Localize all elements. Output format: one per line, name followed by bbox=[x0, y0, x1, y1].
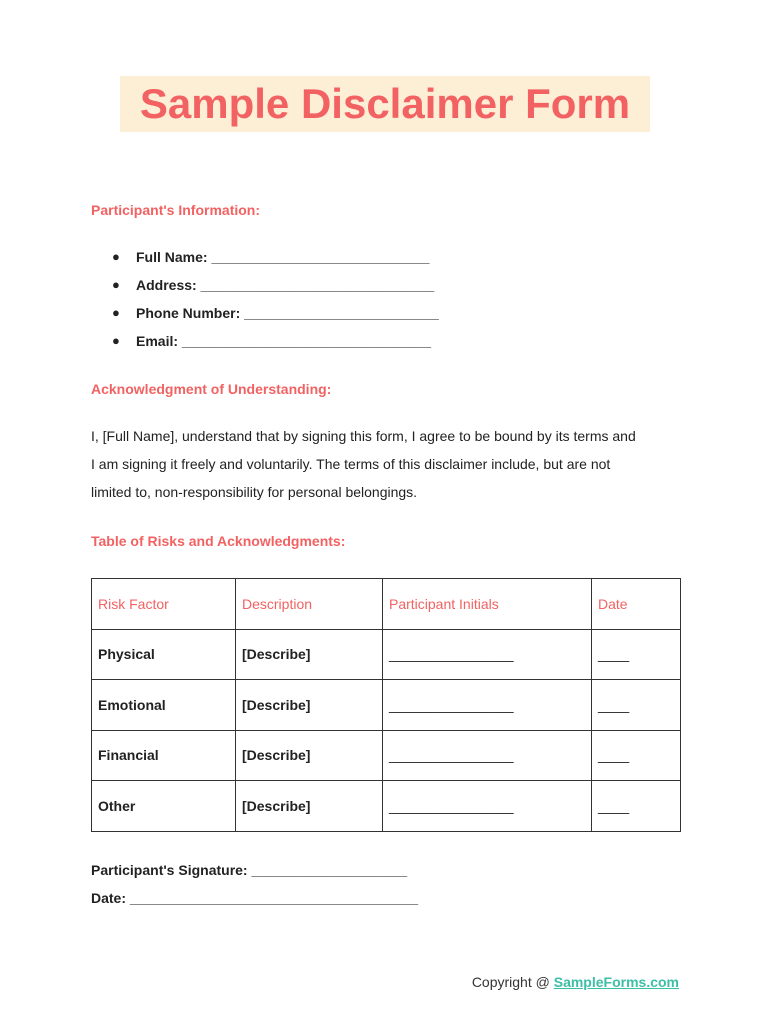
table-row bbox=[92, 781, 681, 832]
description-cell: [Describe] bbox=[236, 680, 383, 731]
bullet-icon: ● bbox=[112, 249, 120, 264]
date-cell: ____ bbox=[592, 680, 681, 731]
copyright-text: Copyright @ bbox=[471, 974, 554, 990]
risk-factor-cell: Other bbox=[92, 781, 236, 832]
description-cell: [Describe] bbox=[236, 629, 383, 680]
risk-factor-cell: Emotional bbox=[92, 680, 236, 731]
list-item bbox=[112, 248, 439, 276]
bullet-icon: ● bbox=[112, 333, 120, 348]
paragraph-line: I, [Full Name], understand that by signing this form, I agree to be bound by its terms and bbox=[91, 428, 636, 444]
initials-cell: ________________ bbox=[383, 629, 592, 680]
table-header-row bbox=[92, 579, 681, 630]
participant-info-heading: Participant's Information: bbox=[91, 202, 261, 218]
full-name-field: Full Name: ____________________________ bbox=[136, 249, 430, 265]
description-cell: [Describe] bbox=[236, 730, 383, 781]
initials-cell: ________________ bbox=[383, 680, 592, 731]
signature-line: Participant's Signature: ____________________ bbox=[91, 862, 408, 878]
column-header-description: Description bbox=[236, 579, 383, 630]
signature-date-line: Date: _____________________________________ bbox=[91, 890, 418, 906]
column-header-risk-factor: Risk Factor bbox=[92, 579, 236, 630]
list-item bbox=[112, 304, 439, 332]
risk-factor-cell: Financial bbox=[92, 730, 236, 781]
paragraph-line: I am signing it freely and voluntarily. The terms of this disclaimer include, but are not bbox=[91, 456, 611, 472]
acknowledgment-paragraph bbox=[91, 426, 691, 510]
list-item bbox=[112, 332, 439, 360]
title-highlight bbox=[120, 76, 650, 132]
initials-cell: ________________ bbox=[383, 730, 592, 781]
table-row bbox=[92, 680, 681, 731]
paragraph-line: limited to, non-responsibility for personal belongings. bbox=[91, 484, 418, 500]
list-item bbox=[112, 276, 439, 304]
table-row bbox=[92, 730, 681, 781]
date-cell: ____ bbox=[592, 781, 681, 832]
date-cell: ____ bbox=[592, 629, 681, 680]
page-title: Sample Disclaimer Form bbox=[139, 80, 631, 127]
brand-link[interactable]: SampleForms.com bbox=[553, 974, 679, 990]
copyright-footer bbox=[472, 974, 679, 990]
column-header-participant-initials: Participant Initials bbox=[383, 579, 592, 630]
risks-table-heading: Table of Risks and Acknowledgments: bbox=[91, 533, 346, 549]
table-row bbox=[92, 629, 681, 680]
acknowledgment-heading: Acknowledgment of Understanding: bbox=[91, 381, 332, 397]
initials-cell: ________________ bbox=[383, 781, 592, 832]
phone-number-field: Phone Number: _________________________ bbox=[136, 305, 439, 321]
column-header-date: Date bbox=[592, 579, 681, 630]
description-cell: [Describe] bbox=[236, 781, 383, 832]
email-field: Email: ________________________________ bbox=[136, 333, 432, 349]
address-field: Address: ______________________________ bbox=[136, 277, 435, 293]
participant-info-list bbox=[112, 248, 439, 360]
bullet-icon: ● bbox=[112, 305, 120, 320]
risks-table bbox=[91, 578, 681, 832]
risk-factor-cell: Physical bbox=[92, 629, 236, 680]
bullet-icon: ● bbox=[112, 277, 120, 292]
date-cell: ____ bbox=[592, 730, 681, 781]
